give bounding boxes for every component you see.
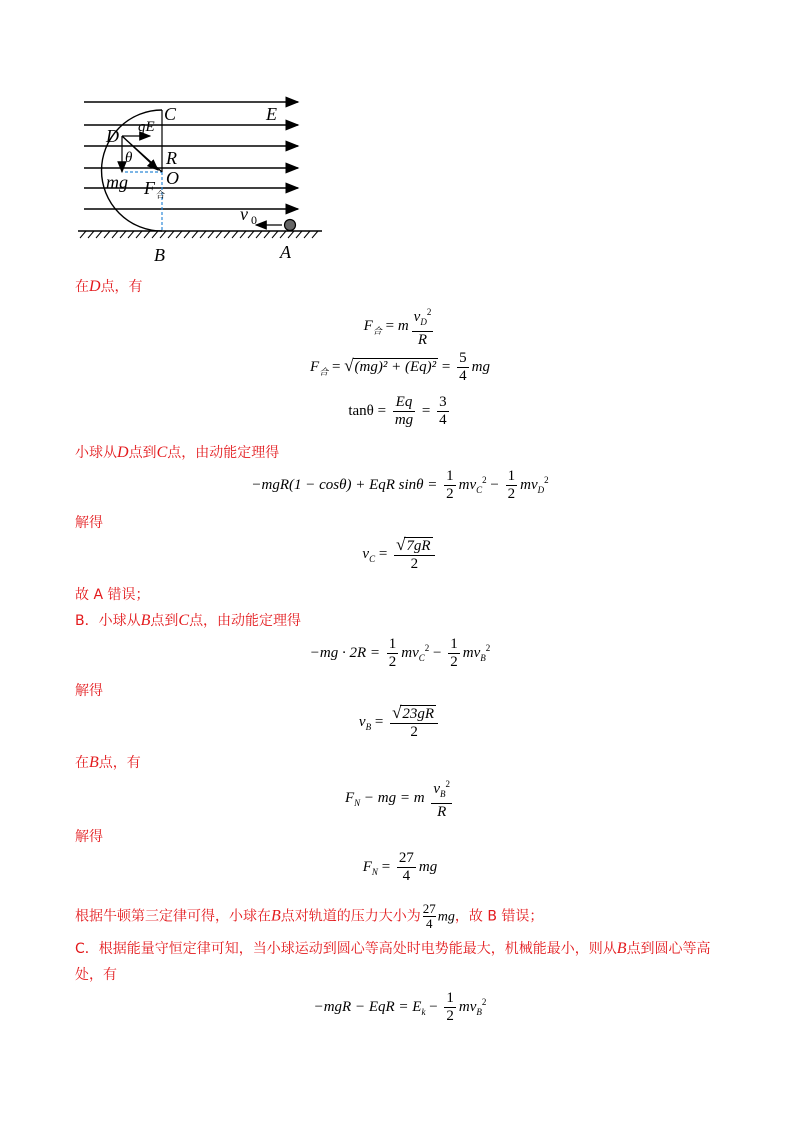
text-at-D: 在D点，有 xyxy=(75,278,143,295)
text-A-wrong: 故 A 错误； xyxy=(75,587,150,603)
equation-4: −mgR(1 − cosθ) + EqR sinθ = $\frac{1}{2}$ $mv_C^2$ − $\frac{1}{2}$ $mv_D^2$ xyxy=(251,468,549,502)
equation-2: $F_合 = √(mg)^2 + (Eq)^2$ = $\frac{5}{4}$ mg xyxy=(310,350,490,384)
label-C: C xyxy=(164,104,177,124)
label-A: A xyxy=(280,242,291,262)
label-E: E xyxy=(266,104,277,124)
label-v0: v xyxy=(240,204,248,224)
label-O: O xyxy=(166,168,179,188)
label-theta: θ xyxy=(125,150,133,166)
label-R: R xyxy=(166,148,177,168)
text-newton-third-law: 根据牛顿第三定律可得，小球在B点对轨道的压力大小为 $\frac{27}{4}$ mg，故 B 错误； xyxy=(75,901,544,931)
label-D: D xyxy=(106,126,119,146)
physics-diagram xyxy=(70,88,330,268)
text-option-C: C．根据能量守恒定律可知，当小球运动到圆心等高处时电势能最大，机械能最小，则从B点到圆心等高处，有 xyxy=(75,940,711,983)
label-mg: mg xyxy=(106,172,128,192)
equation-7: $v_B$ = $\frac{√23gR}{2}$ xyxy=(0,704,800,741)
text-at-B: 在B点，有 xyxy=(75,754,141,771)
text-solve-3: 解得 xyxy=(75,829,103,845)
equation-10: −mgR − EqR = $E_k$ − $\frac{1}{2}$ $mv_B^2$ xyxy=(313,990,487,1024)
label-F-sub: 合 xyxy=(156,190,166,200)
equation-1: $F_合 = m$ $\frac{v_D^2}{R}$ xyxy=(0,304,800,349)
text-solve-2: 解得 xyxy=(75,683,103,699)
equation-6: −mg · 2R = $\frac{1}{2}$ $mv_C^2$ − $\frac{1}{2}$ $mv_B^2$ xyxy=(309,636,491,670)
ball-A xyxy=(285,220,296,231)
text-solve-1: 解得 xyxy=(75,515,103,531)
ground-hatch xyxy=(80,231,318,238)
label-qE: qE xyxy=(138,119,155,135)
text-D-to-C: 小球从D点到C点，由动能定理得 xyxy=(75,444,280,461)
label-F: F xyxy=(144,178,155,198)
text-option-B: B．小球从B点到C点，由动能定理得 xyxy=(75,612,302,629)
equation-8: $F_N$ − mg = m $\frac{v_B^2}{R}$ xyxy=(0,776,800,821)
equation-5: $v_C$ = $\frac{√7gR}{2}$ xyxy=(0,536,800,573)
diagram-svg xyxy=(70,88,330,268)
equation-3: tanθ = $\frac{Eq}{mg}$ = $\frac{3}{4}$ xyxy=(348,394,447,428)
equation-9: $F_N$ = $\frac{27}{4}$ mg xyxy=(362,850,438,884)
label-v0-sub: 0 xyxy=(251,213,257,227)
label-B: B xyxy=(154,245,165,265)
